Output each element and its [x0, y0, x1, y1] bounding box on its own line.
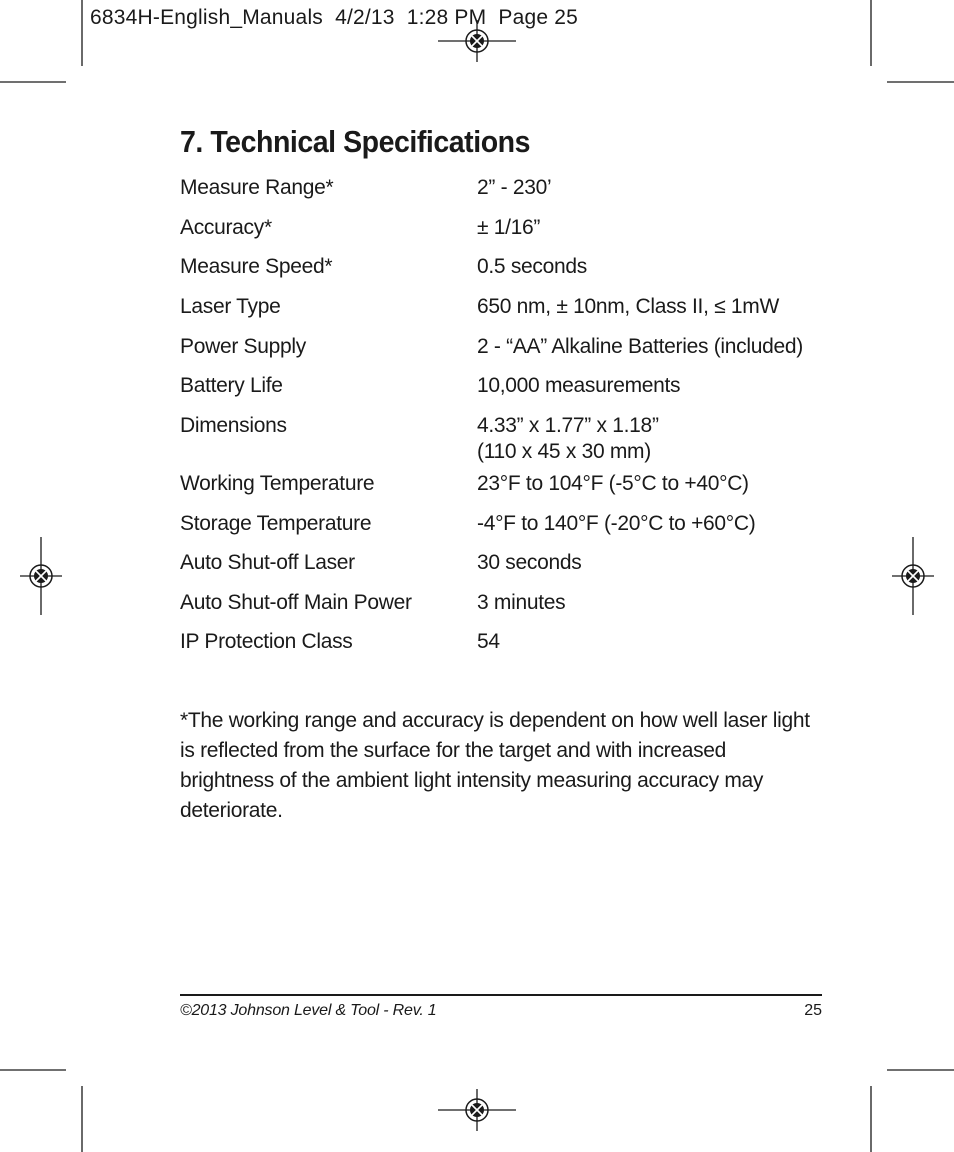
spec-label: Working Temperature: [180, 472, 375, 495]
spec-label: Storage Temperature: [180, 512, 372, 535]
spec-value: ± 1/16”: [477, 216, 541, 239]
registration-mark-left: [20, 537, 62, 615]
spec-label: Auto Shut-off Laser: [180, 551, 355, 574]
spec-value: 10,000 measurements: [477, 374, 681, 397]
page-number: 25: [804, 1002, 822, 1019]
spec-value: 2” - 230’: [477, 176, 552, 199]
registration-mark-top: [438, 20, 516, 62]
footer-copyright: ©2013 Johnson Level & Tool - Rev. 1: [180, 1002, 437, 1019]
spec-value: 0.5 seconds: [477, 255, 587, 278]
spec-label: Auto Shut-off Main Power: [180, 591, 412, 614]
footnote-text: *The working range and accuracy is dependent on how well laser light is reflected from the surface for the target and with increased brightness of the ambient light intensity measuring accuracy may deteriorate.: [180, 709, 810, 822]
registration-mark-bottom: [438, 1089, 516, 1131]
spec-value: 23°F to 104°F (-5°C to +40°C): [477, 472, 749, 495]
spec-label: Measure Speed*: [180, 255, 333, 278]
footer-divider: [180, 994, 822, 996]
page-title: 7. Technical Specifications: [180, 124, 531, 159]
spec-value-metric: (110 x 45 x 30 mm): [477, 440, 651, 463]
spec-label: Measure Range*: [180, 176, 334, 199]
spec-label: IP Protection Class: [180, 630, 353, 653]
spec-label: Dimensions: [180, 414, 287, 437]
printer-slug-line: 6834H-English_Manuals 4/2/13 1:28 PM Page 25: [90, 6, 579, 29]
spec-label: Laser Type: [180, 295, 281, 318]
registration-mark-right: [892, 537, 934, 615]
spec-value: 650 nm, ± 10nm, Class II, ≤ 1mW: [477, 295, 780, 318]
spec-value: 4.33” x 1.77” x 1.18”: [477, 414, 659, 437]
spec-label: Battery Life: [180, 374, 283, 397]
spec-value: 30 seconds: [477, 551, 582, 574]
spec-label: Accuracy*: [180, 216, 272, 239]
spec-value: 2 - “AA” Alkaline Batteries (included): [477, 335, 803, 358]
spec-value: 3 minutes: [477, 591, 566, 614]
spec-value: -4°F to 140°F (-20°C to +60°C): [477, 512, 756, 535]
spec-label: Power Supply: [180, 335, 306, 358]
spec-value: 54: [477, 630, 500, 653]
